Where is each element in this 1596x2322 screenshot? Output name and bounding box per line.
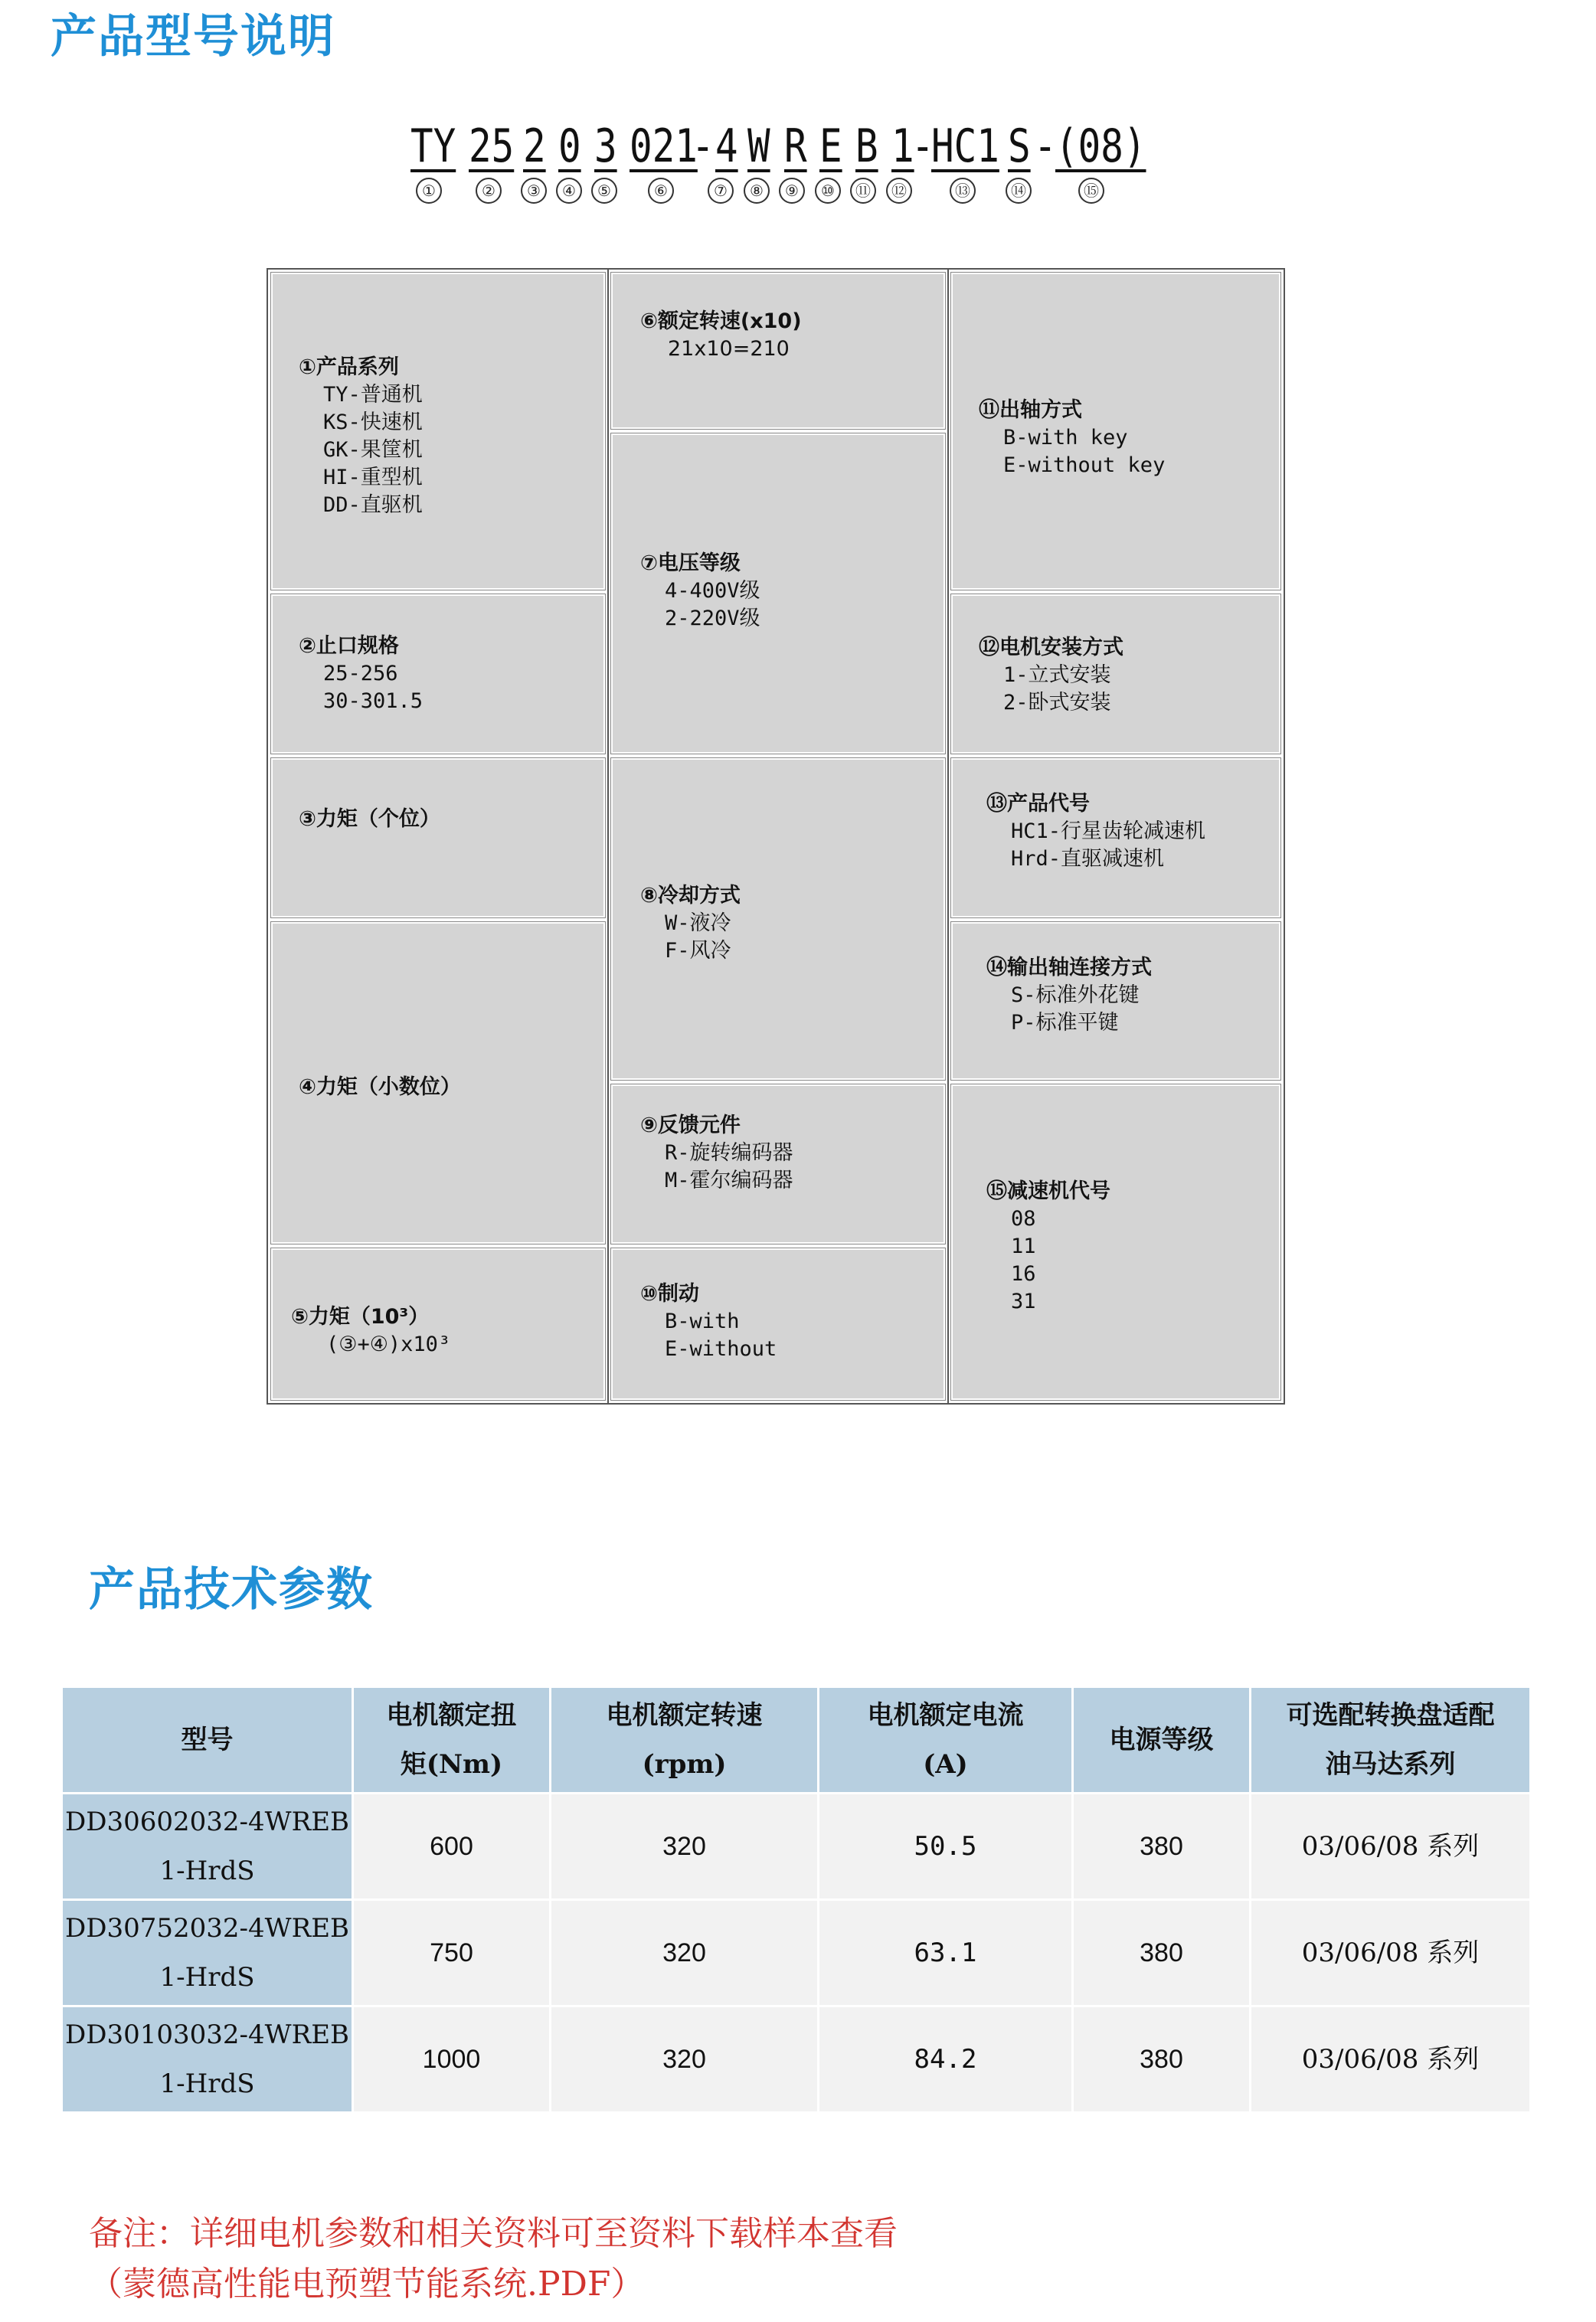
box-content bbox=[986, 790, 1205, 873]
code-number: ② bbox=[476, 178, 502, 204]
code-number: ⑤ bbox=[591, 178, 617, 204]
box-line: 11 bbox=[1011, 1235, 1036, 1258]
header-model: 型号 bbox=[63, 1688, 354, 1794]
box-torque-units bbox=[271, 758, 605, 917]
box-head: ⑨反馈元件 bbox=[640, 1114, 741, 1137]
box-voltage bbox=[611, 433, 945, 754]
box-line: KS-快速机 bbox=[323, 410, 423, 434]
box-head: ③力矩（个位） bbox=[299, 807, 440, 831]
box-line: 4-400V级 bbox=[665, 579, 760, 603]
box-content bbox=[640, 308, 802, 363]
header-current: 电机额定电流 (A) bbox=[819, 1688, 1074, 1794]
cell-model: DD30752032-4WREB 1-HrdS bbox=[63, 1901, 354, 2007]
box-head: ⑮减速机代号 bbox=[986, 1179, 1110, 1203]
cell-torque: 600 bbox=[354, 1794, 551, 1901]
box-brake bbox=[611, 1248, 945, 1400]
cell-series: 03/06/08 系列 bbox=[1251, 1794, 1532, 1901]
box-head: ⑧冷却方式 bbox=[640, 884, 741, 908]
cell-model: DD30602032-4WREB 1-HrdS bbox=[63, 1794, 354, 1901]
box-head: ⑬产品代号 bbox=[986, 792, 1090, 816]
cell-current: 63.1 bbox=[819, 1901, 1074, 2007]
box-line: HC1-行星齿轮减速机 bbox=[1011, 819, 1206, 843]
cell-current: 84.2 bbox=[819, 2007, 1074, 2114]
code-seg: 0 bbox=[558, 119, 581, 173]
header-power: 电源等级 bbox=[1074, 1688, 1251, 1794]
box-head: ④力矩（小数位） bbox=[299, 1075, 461, 1099]
code-seg: HC1 bbox=[931, 119, 999, 173]
box-content bbox=[299, 633, 423, 715]
note-line: 备注：详细电机参数和相关资料可至资料下载样本查看 bbox=[89, 2214, 898, 2253]
box-line: R-旋转编码器 bbox=[665, 1141, 793, 1165]
box-feedback bbox=[611, 1084, 945, 1244]
code-seg: W bbox=[747, 119, 770, 173]
box-line: 1-立式安装 bbox=[1003, 663, 1111, 687]
box-head: ⑫电机安装方式 bbox=[979, 636, 1123, 659]
box-content bbox=[640, 882, 741, 965]
code-seg: 021 bbox=[630, 119, 698, 173]
code-number: ⑪ bbox=[850, 178, 876, 204]
code-seg: 4 bbox=[715, 119, 738, 173]
box-shaft-type bbox=[951, 273, 1280, 590]
cell-speed: 320 bbox=[551, 2007, 819, 2114]
code-seg: - bbox=[1034, 119, 1057, 173]
cell-series: 03/06/08 系列 bbox=[1251, 2007, 1532, 2114]
box-line: DD-直驱机 bbox=[323, 493, 423, 517]
cell-power: 380 bbox=[1074, 1794, 1251, 1901]
code-seg: - bbox=[911, 119, 934, 173]
cell-speed: 320 bbox=[551, 1901, 819, 2007]
box-line: 30-301.5 bbox=[323, 689, 424, 713]
cell-torque: 750 bbox=[354, 1901, 551, 2007]
table-header-row bbox=[63, 1688, 1532, 1794]
header-torque: 电机额定扭 矩(Nm) bbox=[354, 1688, 551, 1794]
box-line: B-with key bbox=[1003, 426, 1128, 450]
code-seg: (08) bbox=[1055, 119, 1146, 173]
box-mounting bbox=[951, 594, 1280, 754]
box-line: B-with bbox=[665, 1310, 740, 1333]
code-number: ① bbox=[416, 178, 442, 204]
box-line: HI-重型机 bbox=[323, 466, 423, 489]
cell-model: DD30103032-4WREB 1-HrdS bbox=[63, 2007, 354, 2114]
column-divider bbox=[947, 270, 949, 1403]
box-content bbox=[640, 1280, 777, 1363]
box-content bbox=[299, 354, 423, 519]
box-product-code bbox=[951, 758, 1280, 917]
box-cooling bbox=[611, 758, 945, 1080]
code-number: ⑨ bbox=[779, 178, 805, 204]
box-head: ⑦电压等级 bbox=[640, 551, 741, 575]
table-row bbox=[63, 1901, 1532, 2007]
cell-current: 50.5 bbox=[819, 1794, 1074, 1901]
code-seg: R bbox=[784, 119, 807, 173]
code-number: ⑮ bbox=[1078, 178, 1104, 204]
cell-series: 03/06/08 系列 bbox=[1251, 1901, 1532, 2007]
code-number: ③ bbox=[521, 178, 547, 204]
box-line: Hrd-直驱减速机 bbox=[1011, 847, 1165, 871]
code-number: ⑭ bbox=[1006, 178, 1032, 204]
code-number: ④ bbox=[556, 178, 582, 204]
code-number: ⑧ bbox=[744, 178, 770, 204]
box-content bbox=[986, 954, 1152, 1037]
code-number: ⑫ bbox=[886, 178, 912, 204]
box-line: 2-220V级 bbox=[665, 607, 760, 630]
box-torque-decimal bbox=[271, 922, 605, 1244]
code-number: ⑦ bbox=[708, 178, 734, 204]
box-head: ⑭输出轴连接方式 bbox=[986, 956, 1152, 979]
box-content bbox=[640, 550, 760, 633]
box-line: TY-普通机 bbox=[323, 383, 423, 407]
section-title-specs: 产品技术参数 bbox=[89, 1563, 374, 1617]
box-line: E-without bbox=[665, 1337, 777, 1361]
box-content bbox=[986, 1178, 1110, 1316]
code-seg: TY bbox=[410, 119, 456, 173]
box-head: ⑥额定转速(x10) bbox=[640, 309, 802, 333]
code-seg: S bbox=[1008, 119, 1031, 173]
box-content bbox=[291, 1303, 450, 1359]
box-spigot-spec bbox=[271, 594, 605, 754]
box-line: 2-卧式安装 bbox=[1003, 691, 1111, 715]
box-line: 25-256 bbox=[323, 662, 398, 685]
cell-torque: 1000 bbox=[354, 2007, 551, 2114]
model-code bbox=[0, 115, 1596, 214]
cell-speed: 320 bbox=[551, 1794, 819, 1901]
box-line: 16 bbox=[1011, 1262, 1036, 1286]
code-seg: 2 bbox=[523, 119, 546, 173]
box-line: 08 bbox=[1011, 1207, 1036, 1231]
box-output-shaft bbox=[951, 922, 1280, 1080]
code-seg: 1 bbox=[891, 119, 914, 173]
box-content bbox=[979, 397, 1165, 479]
code-seg: B bbox=[855, 119, 878, 173]
header-series: 可选配转换盘适配 油马达系列 bbox=[1251, 1688, 1532, 1794]
table-row bbox=[63, 2007, 1532, 2114]
table-row bbox=[63, 1794, 1532, 1901]
box-line: W-液冷 bbox=[665, 911, 731, 935]
box-line: M-霍尔编码器 bbox=[665, 1169, 793, 1192]
box-head: ⑤力矩（10³） bbox=[291, 1305, 430, 1329]
cell-power: 380 bbox=[1074, 2007, 1251, 2114]
cell-power: 380 bbox=[1074, 1901, 1251, 2007]
model-code-grid bbox=[267, 268, 1285, 1405]
box-rated-speed bbox=[611, 273, 945, 429]
box-head: ⑩制动 bbox=[640, 1282, 699, 1306]
box-torque-thousands bbox=[271, 1248, 605, 1400]
box-content bbox=[640, 1112, 793, 1195]
box-line: S-标准外花键 bbox=[1011, 983, 1140, 1007]
spec-table bbox=[63, 1688, 1532, 2114]
box-content bbox=[979, 634, 1123, 717]
box-line: GK-果筐机 bbox=[323, 438, 423, 462]
box-line: 21x10=210 bbox=[668, 337, 790, 361]
code-seg: - bbox=[692, 119, 715, 173]
box-line: P-标准平键 bbox=[1011, 1011, 1119, 1035]
note-line: （蒙德高性能电预塑节能系统.PDF） bbox=[89, 2265, 645, 2304]
box-product-series bbox=[271, 273, 605, 590]
box-reducer-code bbox=[951, 1084, 1280, 1400]
code-seg: 25 bbox=[469, 119, 515, 173]
box-line: E-without key bbox=[1003, 453, 1166, 477]
box-head: ⑪出轴方式 bbox=[979, 398, 1082, 422]
header-speed: 电机额定转速 (rpm) bbox=[551, 1688, 819, 1794]
box-line: F-风冷 bbox=[665, 939, 731, 963]
box-line: 31 bbox=[1011, 1290, 1036, 1313]
box-line: (③+④)x10³ bbox=[326, 1333, 451, 1356]
code-number: ⑥ bbox=[648, 178, 674, 204]
box-head: ①产品系列 bbox=[299, 355, 399, 379]
code-seg: 3 bbox=[594, 119, 617, 173]
box-content bbox=[299, 1074, 461, 1101]
box-head: ②止口规格 bbox=[299, 634, 399, 658]
section-title-model: 产品型号说明 bbox=[51, 10, 335, 64]
box-content bbox=[299, 806, 440, 833]
column-divider bbox=[607, 270, 609, 1403]
code-seg: E bbox=[819, 119, 842, 173]
code-number: ⑬ bbox=[950, 178, 976, 204]
code-number: ⑩ bbox=[815, 178, 841, 204]
